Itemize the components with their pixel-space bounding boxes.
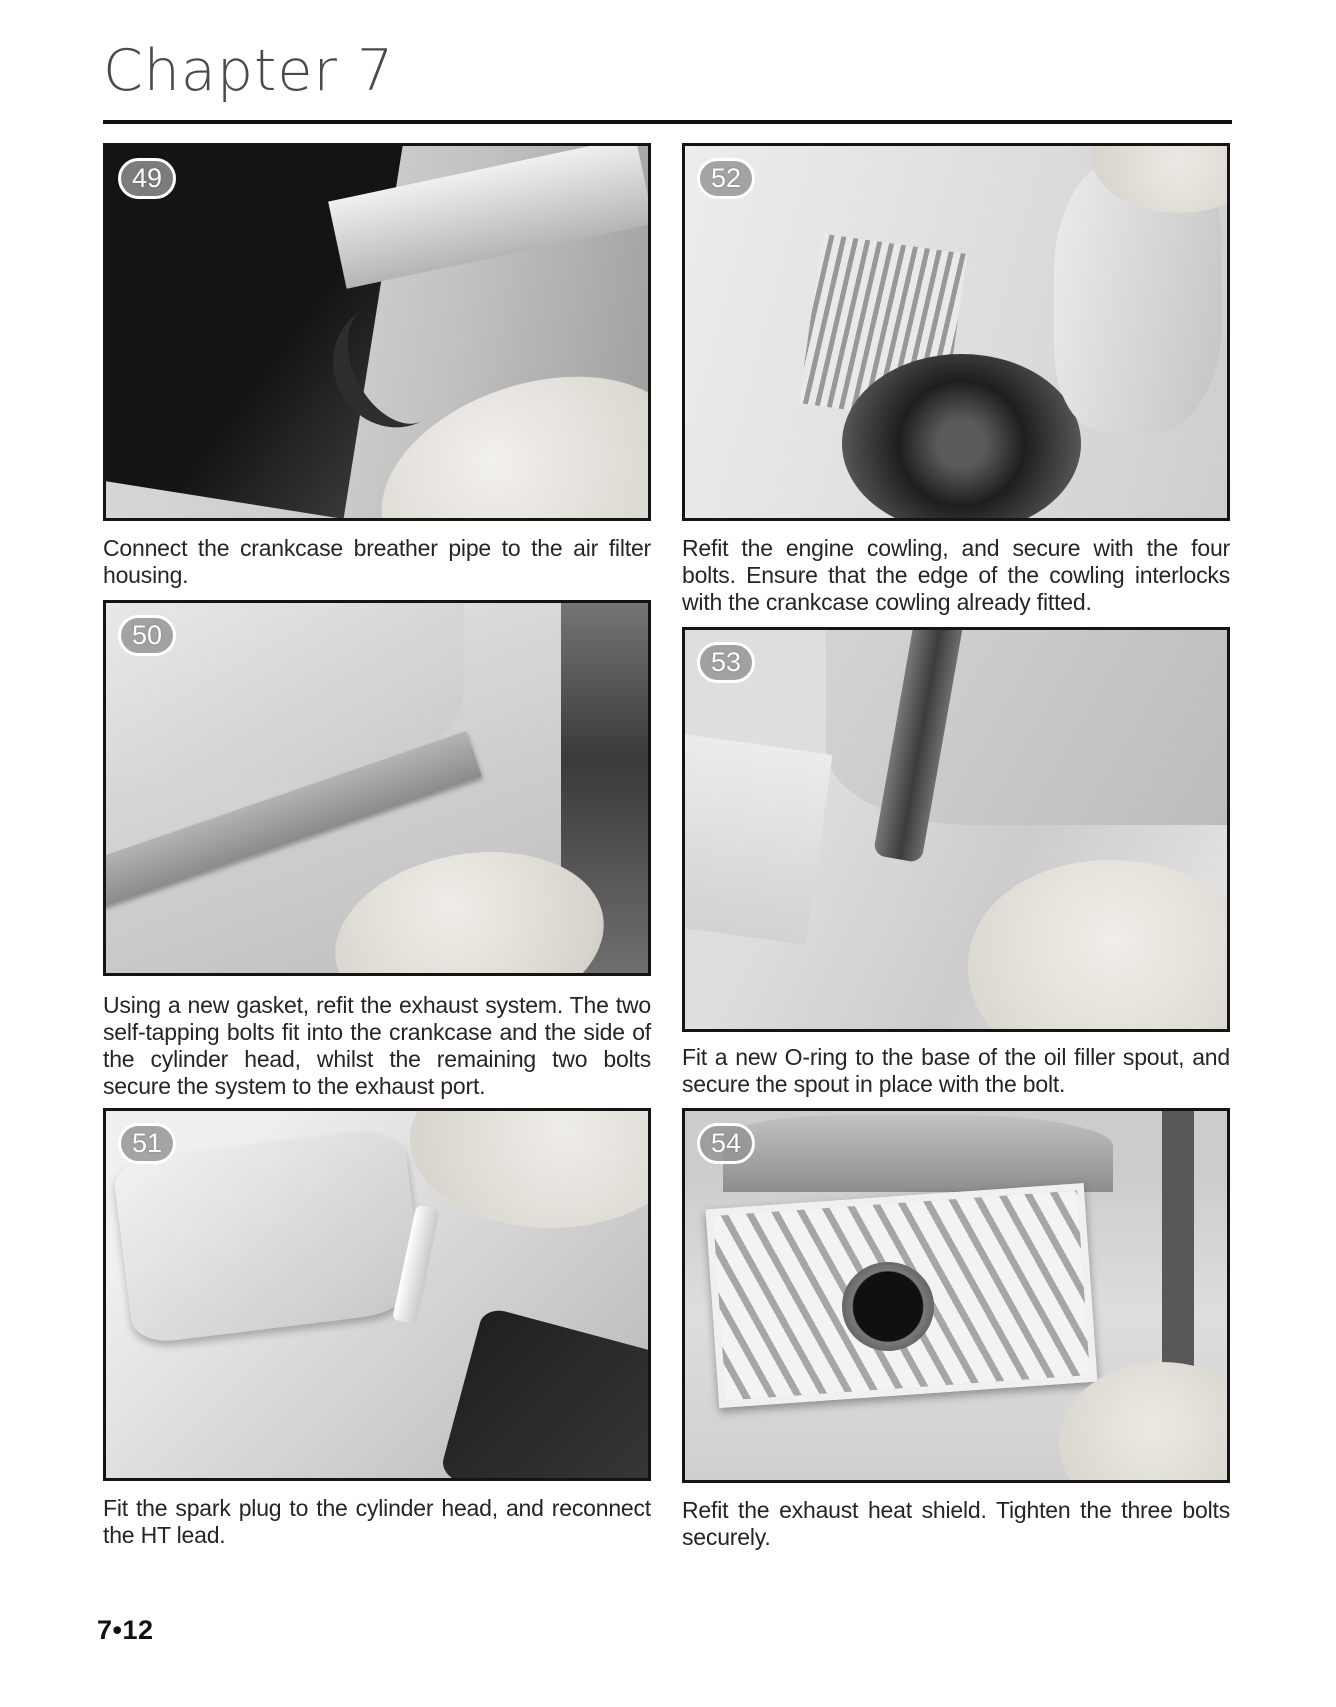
figure-caption: Refit the exhaust heat shield. Tighten the three bolts securely. bbox=[682, 1496, 1230, 1550]
photo-art-shape bbox=[723, 1115, 1113, 1192]
column-left bbox=[103, 143, 651, 1551]
figure-photo-54 bbox=[682, 1108, 1230, 1483]
figure-step-54 bbox=[682, 1098, 1230, 1551]
step-number-badge: 53 bbox=[697, 642, 755, 683]
photo-art-shape bbox=[1162, 1111, 1195, 1399]
step-number-badge: 51 bbox=[118, 1123, 176, 1164]
figure-caption: Connect the crankcase breather pipe to the air filter housing. bbox=[103, 534, 651, 588]
photo-art-shape bbox=[842, 1262, 934, 1351]
figure-step-49 bbox=[103, 143, 651, 589]
page-header bbox=[103, 40, 1232, 124]
figure-step-52 bbox=[682, 143, 1230, 616]
photo-art-shape bbox=[439, 1306, 651, 1481]
page-footer bbox=[97, 1614, 1232, 1646]
figure-photo-51 bbox=[103, 1108, 651, 1481]
figure-step-50 bbox=[103, 589, 651, 1100]
figure-step-51 bbox=[103, 1100, 651, 1549]
title-rule bbox=[103, 120, 1232, 124]
figure-photo-53 bbox=[682, 627, 1230, 1032]
step-number-badge: 50 bbox=[118, 615, 176, 656]
figure-photo-52 bbox=[682, 143, 1230, 521]
figure-caption: Refit the engine cowling, and secure with the four bolts. Ensure that the edge of the cowling interlocks with the crankcase cowling already fitted. bbox=[682, 534, 1230, 615]
step-number-badge: 52 bbox=[697, 158, 755, 199]
page-number: 7•12 bbox=[97, 1614, 154, 1645]
figure-caption: Using a new gasket, refit the exhaust system. The two self-tapping bolts fit into the crankcase and the side of the cylinder head, whilst the remaining two bolts secure the system to the exhaust port. bbox=[103, 991, 651, 1099]
photo-art-shape bbox=[410, 1108, 651, 1228]
photo-art-shape bbox=[842, 354, 1080, 521]
step-number-badge: 49 bbox=[118, 158, 176, 199]
chapter-title: Chapter 7 bbox=[103, 38, 395, 104]
figure-photo-49 bbox=[103, 143, 651, 521]
figure-caption: Fit the spark plug to the cylinder head, and reconnect the HT lead. bbox=[103, 1494, 651, 1548]
column-right bbox=[682, 143, 1230, 1551]
figure-step-53 bbox=[682, 616, 1230, 1098]
figures-grid bbox=[103, 143, 1232, 1551]
photo-art-shape bbox=[952, 841, 1230, 1032]
step-number-badge: 54 bbox=[697, 1123, 755, 1164]
photo-art-shape bbox=[682, 730, 833, 944]
figure-caption: Fit a new O-ring to the base of the oil filler spout, and secure the spout in place with the bolt. bbox=[682, 1043, 1230, 1097]
figure-photo-50 bbox=[103, 600, 651, 976]
